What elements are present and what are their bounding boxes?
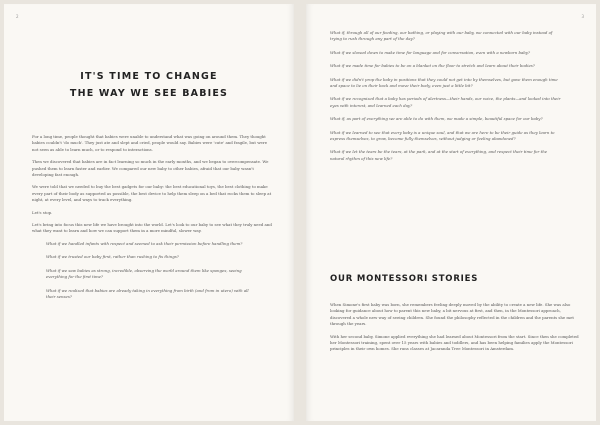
paragraph: We were told that we needed to buy the best gadgets for our baby: the best educational toys, the best clothing to make every part of their body as supported as possible, the best device to help them sleep on a bed that rocks them to sleep at night, at every level, and ways to track everything. — [32, 184, 272, 203]
question-item: What if we trusted our baby first, rather than rushing to fix things? — [46, 254, 179, 260]
question-item: What if, through all of our feeding, our bathing, or playing with our baby, we connected with our baby instead of trying to rush through any part of the day? — [330, 30, 553, 42]
question-item: What if we slowed down to make time for language and for conversation, even with a newborn baby? — [330, 49, 531, 55]
question-item: What if we didn't prop the baby in positions that they could not get into by themselves, but gave them enough time and space to lie on their back and move their body, even just a little bit? — [330, 76, 558, 89]
page-number: 2 — [16, 14, 19, 19]
right-question-list — [330, 30, 580, 169]
paragraph: Let's stop. — [32, 209, 53, 215]
right-page — [306, 4, 596, 421]
question-item: What if we saw babies as strong, incredible, observing the world around them like sponges, seeing everything for the first time? — [46, 267, 242, 280]
question-item: What if we learned to see that every baby is a unique soul, and that we are here to be their guide as they learn to express themselves, to grow, become fully themselves, without judging or feeling abandoned? — [330, 129, 555, 142]
question-item: What if we let the tears be the tears, at the park, and at the start of everything, and respect their time for the natural rhythm of this new life? — [330, 149, 547, 161]
question-item: What if we realized that babies are already taking in everything from birth (and from in utero) with all their senses? — [46, 287, 249, 299]
chapter-title-line: THE WAY WE SEE BABIES — [69, 88, 229, 99]
question-item: What if we made time for babies to be on a blanket on the floor to stretch and learn about their bodies? — [330, 63, 535, 69]
left-body-text — [32, 134, 272, 307]
right-body-text — [330, 302, 580, 359]
question-item: What if we recognized that a baby has periods of alertness—their hands, our voice, the plants—and looked into their eyes with interest, and learned each day? — [330, 96, 561, 108]
paragraph: Then we discovered that babies are in fact learning so much in the early months, and we began to overcompensate. We pushed them to learn faster and earlier. We compared our new baby to other babies, afraid that our baby wasn't developing fast enough. — [32, 159, 269, 178]
chapter-title — [4, 68, 294, 102]
left-page — [4, 4, 294, 421]
paragraph: Let's bring into focus this new life we have brought into the world. Let's look to our baby to see what they truly need and what they want to learn and how we can support them in a more mindful, slower way. — [32, 222, 272, 234]
paragraph: With her second baby, Simone applied everything she had learned about Montessori from the start. Since then she completed her Montessori training, spent over 15 years with babies and toddlers, and has been helping families apply the Montessori principles in their own homes. She runs classes at Jacaranda Tree Montessori in Amsterdam. — [330, 333, 579, 352]
paragraph: For a long time, people thought that babies were unable to understand what was going on around them. They thought babies couldn't 'do much'. They just ate and slept and cried, people would say. Babies were 'cute' and fragile, but were not seen as able to learn much, or to respond to interactions. — [32, 134, 267, 152]
chapter-title-line: IT'S TIME TO CHANGE — [80, 71, 218, 82]
section-title: OUR MONTESSORI STORIES — [330, 274, 479, 284]
question-item: What if, as part of everything we are able to do with them, we made a simple, beautiful space for our baby? — [330, 116, 543, 122]
paragraph: When Simone's first baby was born, she remembers feeling deeply moved by the ability to create a new life. She was also looking for guidance about how to parent this new baby, a bit nervous at first, and then, in the Montessori approach, discovered a whole new way of seeing children. She found the philosophy reflected in the children and the parents she met through the years. — [330, 302, 574, 327]
page-number: 3 — [581, 14, 584, 19]
question-item: What if we handled infants with respect and seemed to ask their permission before handling them? — [46, 240, 243, 246]
question-list — [32, 241, 272, 300]
